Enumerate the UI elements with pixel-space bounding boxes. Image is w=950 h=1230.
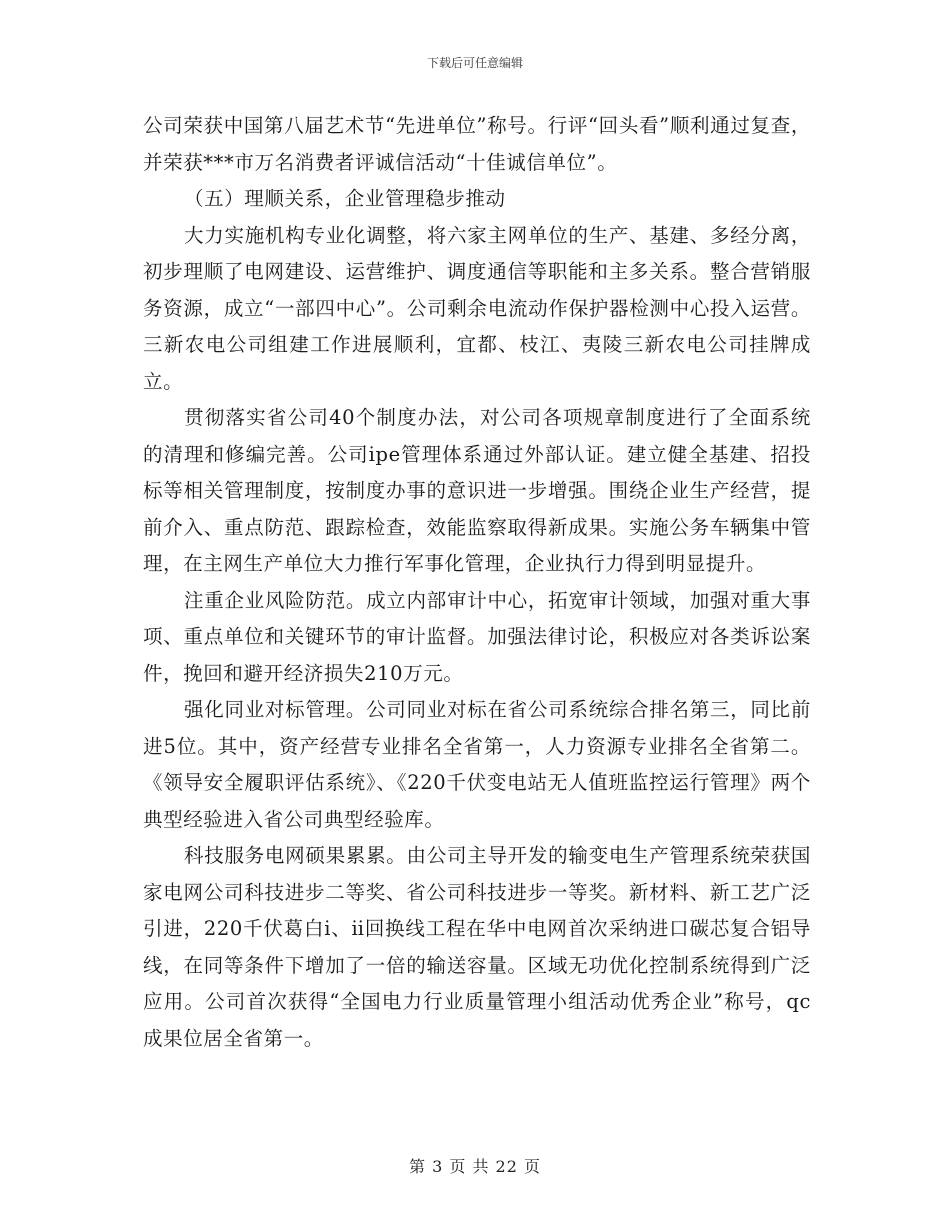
- paragraph-technology: 科技服务电网硕果累累。由公司主导开发的输变电生产管理系统荣获国家电网公司科技进步二等奖、省公司科技进步一等奖。新材料、新工艺广泛引进，220千伏葛白ⅰ、ⅱ回换线工程在华中电网首次采纳进口碳芯复合铝导线，在同等条件下增加了一倍的输送容量。区域无功优化控制系统得到广泛应用。公司首次获得“全国电力行业质量管理小组活动优秀企业”称号，qc成果位居全省第一。: [143, 844, 811, 1050]
- section-heading-five: （五）理顺关系，企业管理稳步推动: [184, 187, 506, 210]
- page-header-note: 下载后可任意编辑: [426, 56, 523, 70]
- paragraph-benchmarking: 强化同业对标管理。公司同业对标在省公司系统综合排名第三，同比前进5位。其中，资产经营专业排名全省第一，人力资源专业排名全省第二。《领导安全履职评估系统》、《220千伏变电站无人值班监控运行管理》两个典型经验进入省公司典型经验库。: [143, 698, 811, 831]
- paragraph-regulations: 贯彻落实省公司40个制度办法，对公司各项规章制度进行了全面系统的清理和修编完善。公司ipe管理体系通过外部认证。建立健全基建、招投标等相关管理制度，按制度办事的意识进一步增强。围绕企业生产经营，提前介入、重点防范、跟踪检查，效能监察取得新成果。实施公务车辆集中管理，在主网生产单位大力推行军事化管理，企业执行力得到明显提升。: [143, 406, 811, 575]
- paragraph-risk-prevention: 注重企业风险防范。成立内部审计中心，拓宽审计领域，加强对重大事项、重点单位和关键环节的审计监督。加强法律讨论，积极应对各类诉讼案件，挽回和避开经济损失210万元。: [143, 588, 811, 685]
- paragraph-restructuring: 大力实施机构专业化调整，将六家主网单位的生产、基建、多经分离，初步理顺了电网建设、运营维护、调度通信等职能和主多关系。整合营销服务资源，成立“一部四中心”。公司剩余电流动作保护器检测中心投入运营。三新农电公司组建工作进展顺利，宜都、枝江、夷陵三新农电公司挂牌成立。: [143, 223, 811, 393]
- page-number-footer: 第 3 页 共 22 页: [409, 1157, 541, 1176]
- paragraph-awards-continued: 公司荣获中国第八届艺术节“先进单位”称号。行评“回头看”顺利通过复查，并荣获***市万名消费者评诚信活动“十佳诚信单位”。: [143, 114, 811, 174]
- document-body: [143, 108, 811, 1057]
